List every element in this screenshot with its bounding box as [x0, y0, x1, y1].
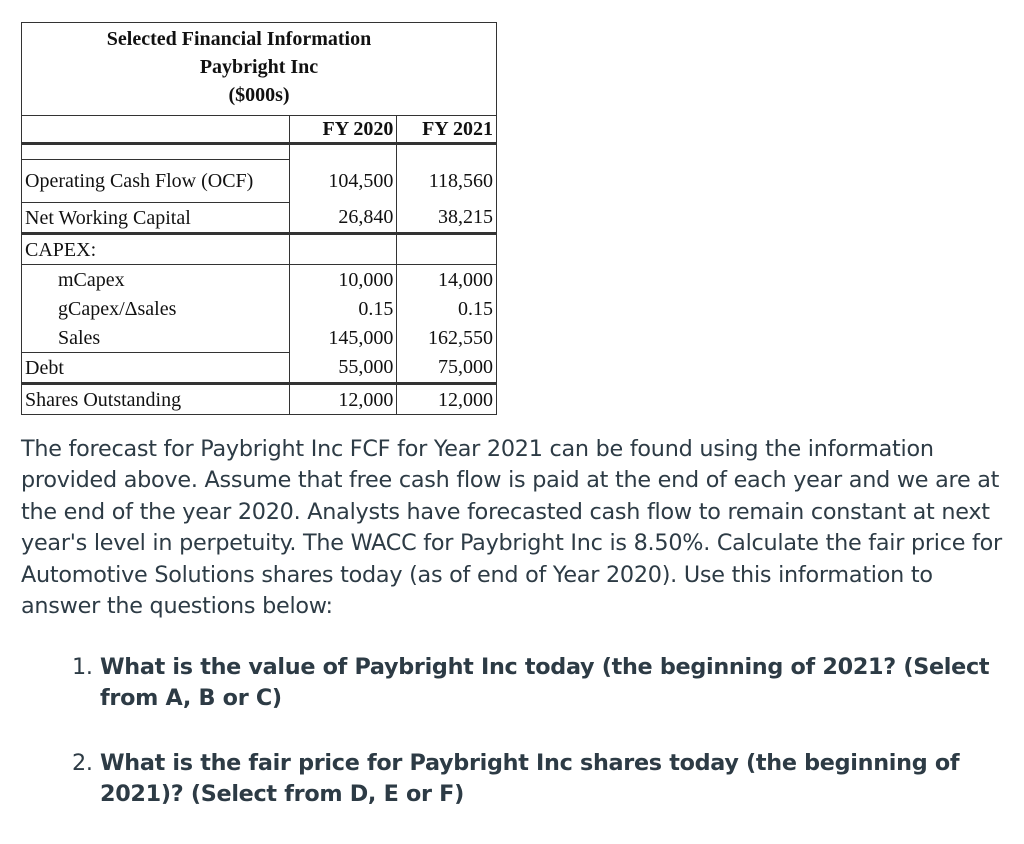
row-value-fy2021: 162,550	[397, 323, 497, 353]
row-label: mCapex	[22, 265, 290, 295]
question-item	[72, 748, 1022, 811]
row-value-fy2021: 14,000	[397, 265, 497, 295]
table-row-capex	[22, 234, 497, 265]
row-label: Net Working Capital	[22, 203, 290, 234]
spacer-cell	[397, 144, 497, 160]
row-value-fy2021: 0.15	[397, 294, 497, 323]
row-label: Shares Outstanding	[22, 384, 290, 415]
row-value-fy2021: 118,560	[397, 160, 497, 203]
spacer-cell	[289, 144, 397, 160]
spacer-cell	[22, 144, 290, 160]
table-company: Paybright Inc	[199, 56, 319, 78]
table-row-gcapex	[22, 294, 497, 323]
question-list	[72, 652, 1022, 844]
table-row-debt	[22, 353, 497, 384]
table-header-row	[22, 23, 497, 116]
table-row-shares	[22, 384, 497, 415]
table-title: Selected Financial Information	[106, 28, 372, 50]
question-text: What is the fair price for Paybright Inc shares today (the beginning of 2021)? (Select from D, E or F)	[100, 749, 960, 808]
question-text: What is the value of Paybright Inc today (the beginning of 2021? (Select from A, B or C)	[100, 654, 990, 712]
row-label: Debt	[22, 353, 290, 384]
row-value-fy2021: 12,000	[397, 384, 497, 415]
table-row-sales	[22, 323, 497, 353]
column-header-fy2021: FY 2021	[397, 116, 497, 144]
table-row-nwc	[22, 203, 497, 234]
question-number: 1.	[72, 654, 93, 680]
row-value-fy2020: 0.15	[289, 294, 397, 323]
question-item	[72, 652, 1022, 715]
row-value-fy2021: 75,000	[397, 353, 497, 384]
row-label: CAPEX:	[22, 234, 290, 265]
column-header-label	[22, 116, 290, 144]
table-spacer-row	[22, 144, 497, 160]
row-value-fy2020: 55,000	[289, 353, 397, 384]
row-value-fy2021: 38,215	[397, 203, 497, 234]
row-value-fy2020: 104,500	[289, 160, 397, 203]
row-value-fy2021	[397, 234, 497, 265]
row-value-fy2020: 10,000	[289, 265, 397, 295]
table-row-ocf	[22, 160, 497, 203]
table-row-mcapex	[22, 265, 497, 295]
row-value-fy2020: 12,000	[289, 384, 397, 415]
row-label: Sales	[22, 323, 290, 353]
row-value-fy2020	[289, 234, 397, 265]
row-label: gCapex/Δsales	[22, 294, 290, 323]
table-header	[22, 23, 497, 116]
financial-info-table	[21, 22, 497, 415]
problem-statement: The forecast for Paybright Inc FCF for Year 2021 can be found using the information provided above. Assume that free cash flow is paid at the end of each year and we are at the end of the year 2020. Analysts have forecasted cash flow to remain constant at next year's level in perpetuity. The WACC for Paybright Inc is 8.50%. Calculate the fair price for Automotive Solutions shares today (as of end of Year 2020). Use this information to answer the questions below:	[21, 436, 1002, 620]
row-label: Operating Cash Flow (OCF)	[22, 160, 290, 203]
column-header-fy2020: FY 2020	[289, 116, 397, 144]
row-value-fy2020: 145,000	[289, 323, 397, 353]
column-header-row	[22, 116, 497, 144]
question-number: 2.	[72, 749, 93, 776]
table-units: ($000s)	[228, 84, 290, 106]
row-value-fy2020: 26,840	[289, 203, 397, 234]
